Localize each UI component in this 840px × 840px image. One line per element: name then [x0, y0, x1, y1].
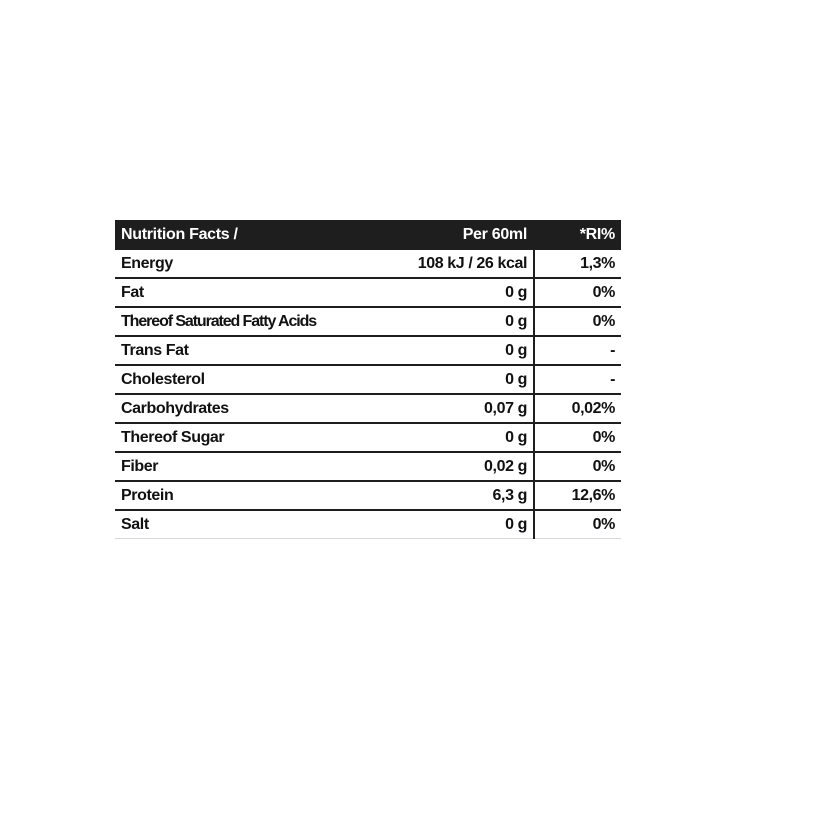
row-protein-per: 6,3 g	[380, 481, 534, 510]
row-fat-name: Fat	[115, 278, 380, 307]
row-carbohydrates-per: 0,07 g	[380, 394, 534, 423]
row-protein-ri: 12,6%	[534, 481, 621, 510]
row-carbohydrates-name: Carbohydrates	[115, 394, 380, 423]
row-fiber-name: Fiber	[115, 452, 380, 481]
row-trans-fat-per: 0 g	[380, 336, 534, 365]
row-salt-name: Salt	[115, 510, 380, 539]
header-ri-percent: *RI%	[534, 220, 621, 250]
table-row	[115, 307, 621, 336]
row-saturated-fatty-acids-per: 0 g	[380, 307, 534, 336]
row-sugar-name: Thereof Sugar	[115, 423, 380, 452]
row-cholesterol-name: Cholesterol	[115, 365, 380, 394]
row-carbohydrates-ri: 0,02%	[534, 394, 621, 423]
row-sugar-per: 0 g	[380, 423, 534, 452]
row-salt-per: 0 g	[380, 510, 534, 539]
table-row	[115, 394, 621, 423]
row-saturated-fatty-acids-ri: 0%	[534, 307, 621, 336]
header-row	[115, 220, 621, 250]
row-energy-name: Energy	[115, 250, 380, 278]
table-row	[115, 423, 621, 452]
header-nutrition-facts: Nutrition Facts /	[115, 220, 380, 250]
row-cholesterol-ri: -	[534, 365, 621, 394]
table-row	[115, 336, 621, 365]
table-row	[115, 452, 621, 481]
table-row	[115, 365, 621, 394]
table-row	[115, 278, 621, 307]
table-row	[115, 250, 621, 278]
row-sugar-ri: 0%	[534, 423, 621, 452]
table-row	[115, 510, 621, 539]
row-fat-ri: 0%	[534, 278, 621, 307]
row-energy-per: 108 kJ / 26 kcal	[380, 250, 534, 278]
nutrition-facts-table	[115, 220, 621, 539]
row-trans-fat-name: Trans Fat	[115, 336, 380, 365]
row-cholesterol-per: 0 g	[380, 365, 534, 394]
table-header	[115, 220, 621, 250]
row-fiber-ri: 0%	[534, 452, 621, 481]
row-salt-ri: 0%	[534, 510, 621, 539]
row-energy-ri: 1,3%	[534, 250, 621, 278]
table-row	[115, 481, 621, 510]
table-body	[115, 250, 621, 539]
row-trans-fat-ri: -	[534, 336, 621, 365]
row-fiber-per: 0,02 g	[380, 452, 534, 481]
header-per-60ml: Per 60ml	[380, 220, 534, 250]
row-protein-name: Protein	[115, 481, 380, 510]
row-saturated-fatty-acids-name: Thereof Saturated Fatty Acids	[115, 307, 380, 336]
row-fat-per: 0 g	[380, 278, 534, 307]
